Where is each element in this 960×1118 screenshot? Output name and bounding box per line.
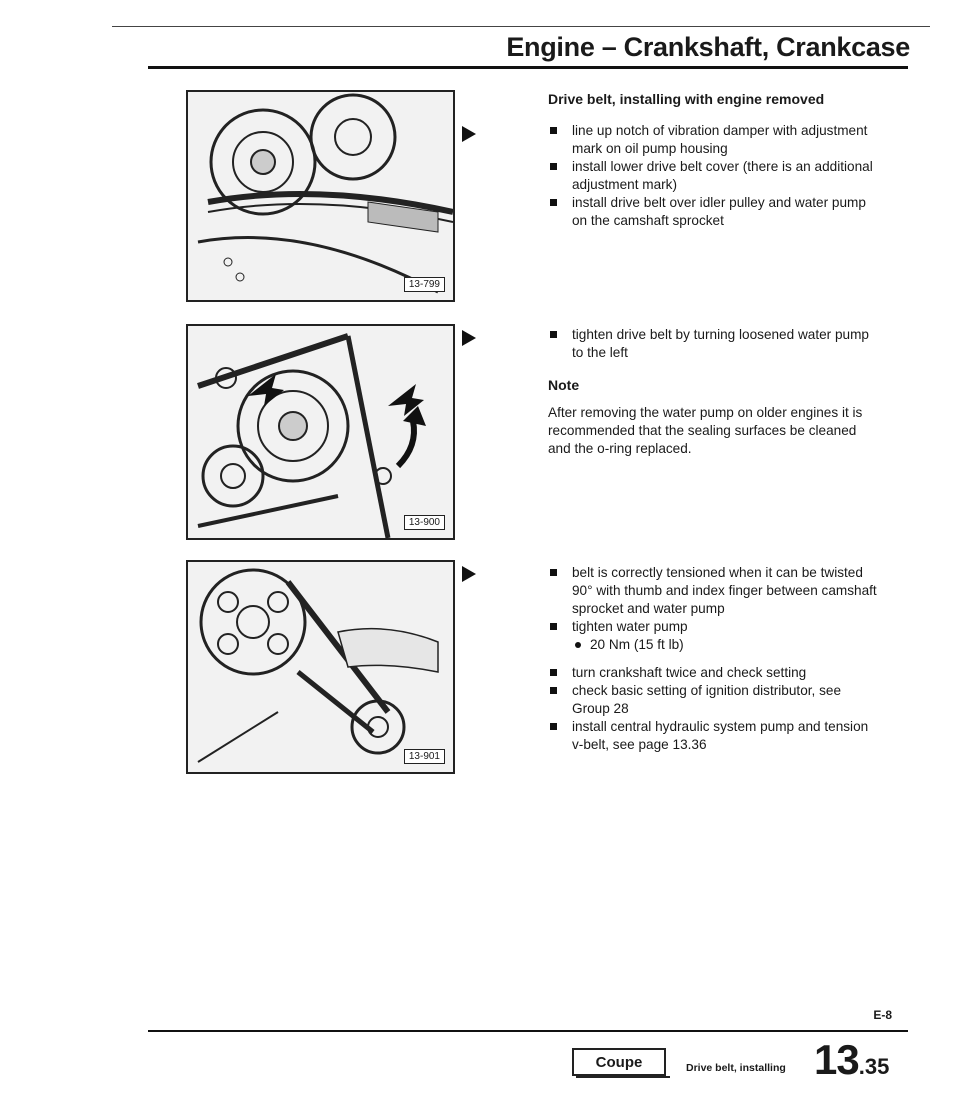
instruction-list	[548, 122, 878, 230]
list-item: tighten drive belt by turning loosened water pump to the left	[548, 326, 878, 362]
list-item: install lower drive belt cover (there is an additional adjustment mark)	[548, 158, 878, 194]
section-title: Drive belt, installing with engine removed	[548, 91, 825, 107]
belt-tension-illustration	[188, 562, 453, 772]
section-tighten	[548, 326, 878, 458]
figure-water-pump	[186, 324, 455, 540]
section-installing	[548, 90, 878, 230]
model-box: Coupe	[572, 1048, 666, 1076]
note-text: After removing the water pump on older engines it is recommended that the sealing surfaces be cleaned and the o-ring replaced.	[548, 405, 863, 456]
instruction-list	[548, 564, 878, 654]
figure-label: 13-900	[404, 515, 445, 530]
footer-caption: Drive belt, installing	[686, 1062, 786, 1074]
sub-list	[572, 636, 878, 654]
figure-label: 13-799	[404, 277, 445, 292]
sub-list-item: 20 Nm (15 ft lb)	[572, 636, 878, 654]
list-item: turn crankshaft twice and check setting	[548, 664, 878, 682]
list-item: line up notch of vibration damper with adjustment mark on oil pump housing	[548, 122, 878, 158]
page-number-minor: .35	[858, 1054, 890, 1079]
instruction-list	[548, 664, 878, 754]
note-title: Note	[548, 377, 580, 393]
pointer-arrow-icon	[462, 330, 476, 346]
page-number	[814, 1036, 889, 1084]
title-rule	[148, 66, 908, 69]
list-item: check basic setting of ignition distributor, see Group 28	[548, 682, 878, 718]
list-item-text: tighten water pump	[572, 619, 688, 634]
top-rule	[112, 26, 930, 27]
bottom-rule	[148, 1030, 908, 1032]
page-title: Engine – Crankshaft, Crankcase	[506, 32, 910, 62]
pointer-arrow-icon	[462, 566, 476, 582]
pointer-arrow-icon	[462, 126, 476, 142]
damper-pulley-illustration	[188, 92, 453, 300]
instruction-list	[548, 326, 878, 362]
figure-damper-pulley	[186, 90, 455, 302]
list-item: belt is correctly tensioned when it can be twisted 90° with thumb and index finger between camshaft sprocket and water pump	[548, 564, 878, 618]
page-code: E-8	[873, 1008, 892, 1022]
water-pump-illustration	[188, 326, 453, 538]
figure-label: 13-901	[404, 749, 445, 764]
list-item: install central hydraulic system pump and tension v-belt, see page 13.36	[548, 718, 878, 754]
figure-belt-tension	[186, 560, 455, 774]
section-tension	[548, 564, 878, 754]
list-item: install drive belt over idler pulley and water pump on the camshaft sprocket	[548, 194, 878, 230]
list-item	[548, 618, 878, 654]
page-number-major: 13	[814, 1036, 859, 1083]
